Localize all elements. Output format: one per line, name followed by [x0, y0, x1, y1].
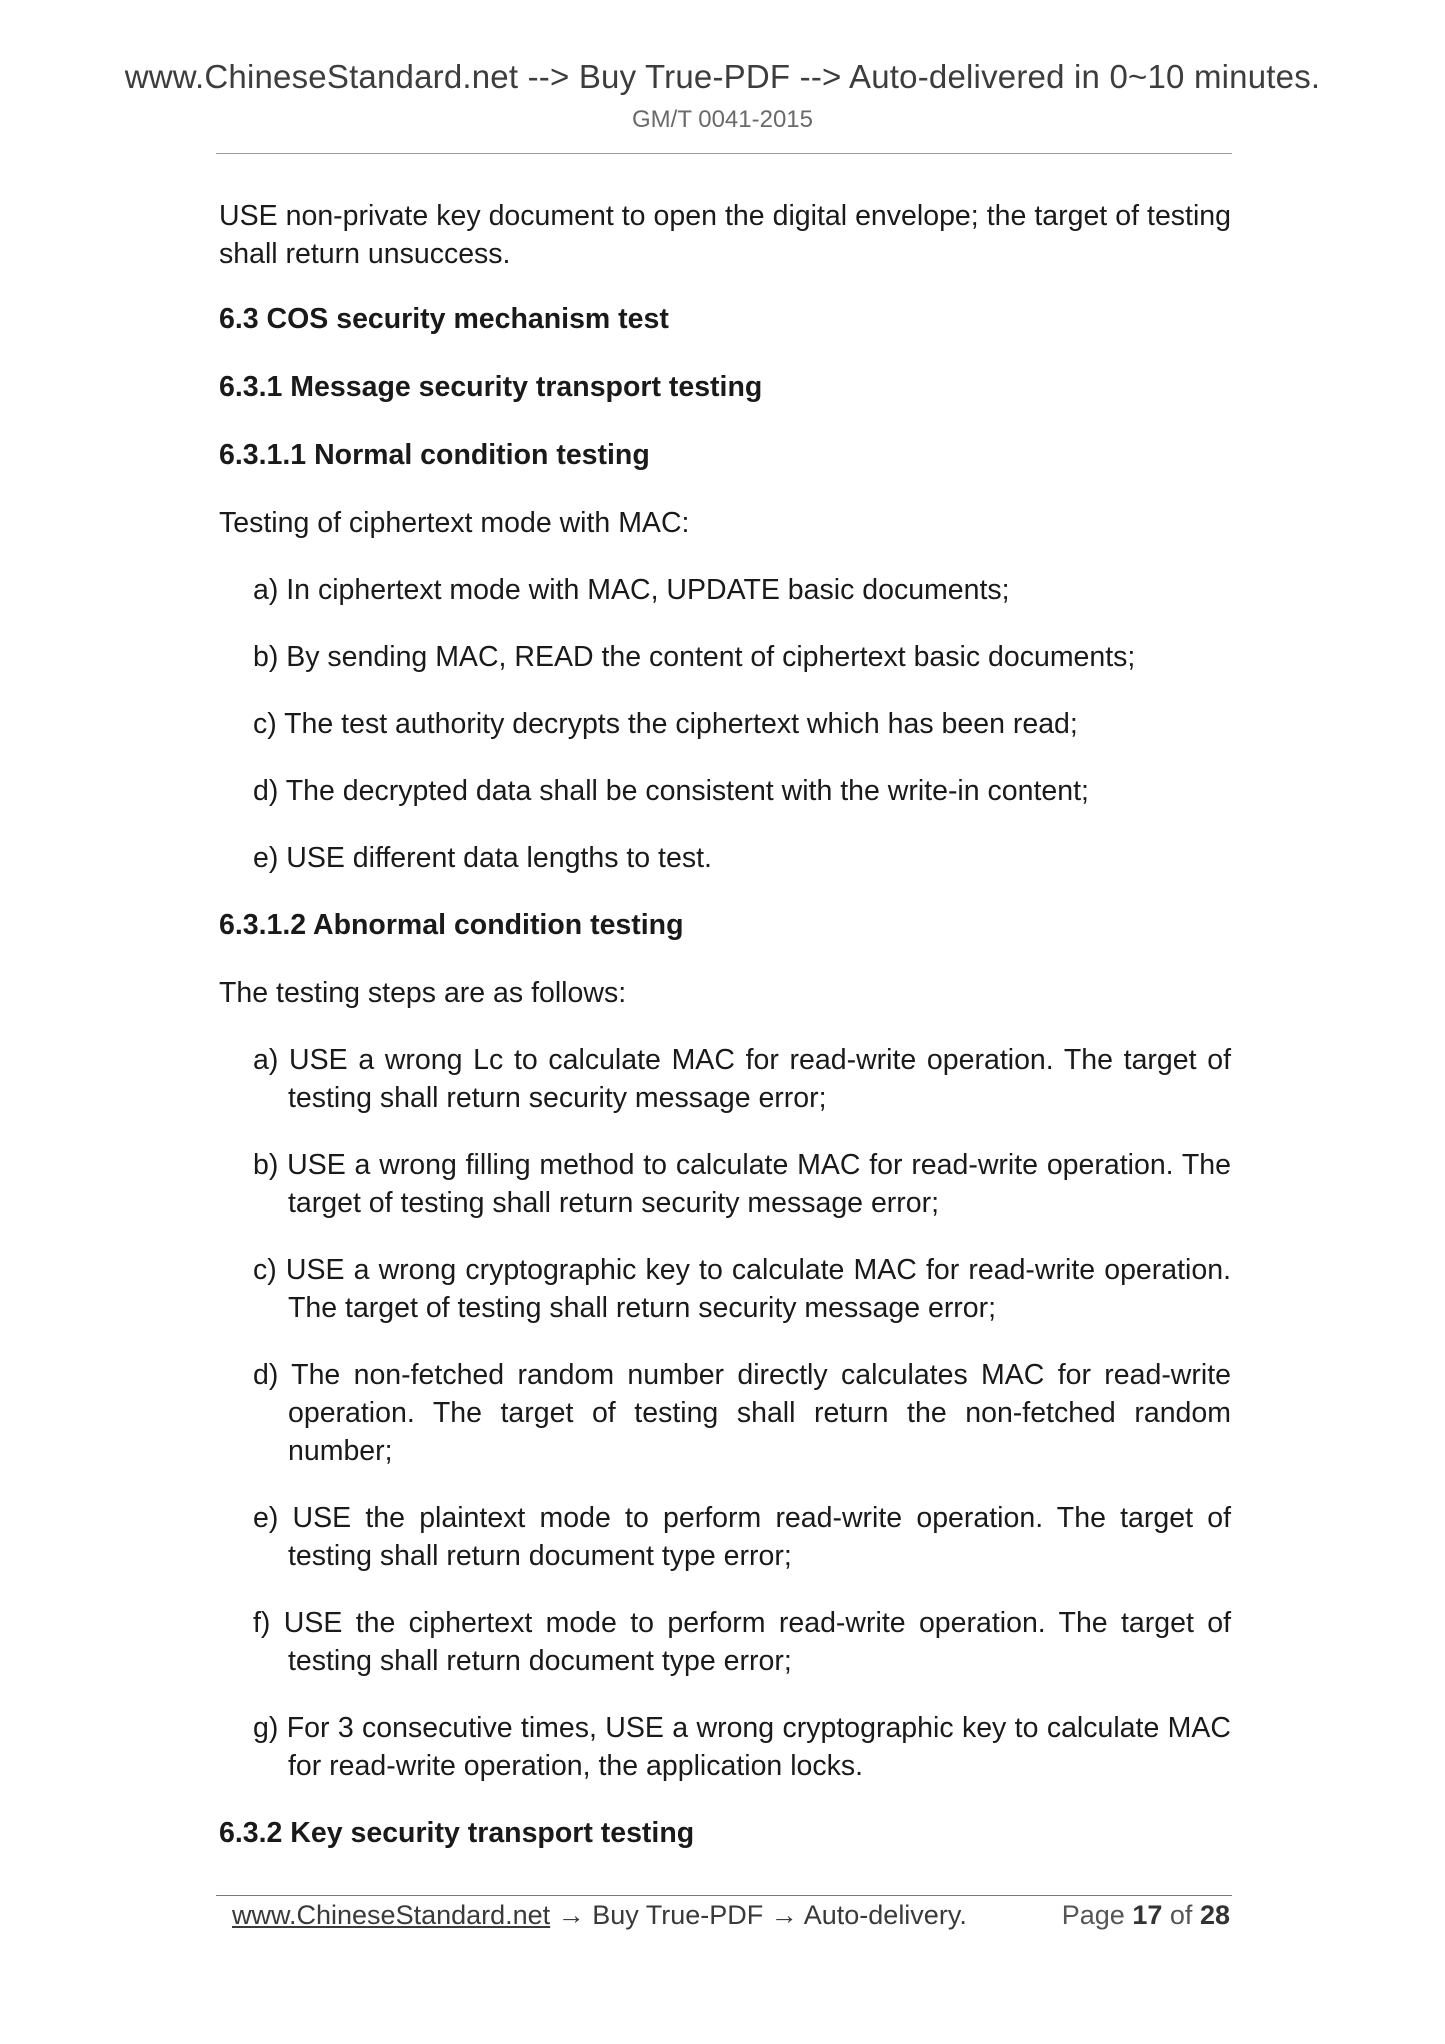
list-item: c) USE a wrong cryptographic key to calculate MAC for read-write operation. The target of testing shall return security message error;	[253, 1254, 1231, 1324]
list-item: e) USE the plaintext mode to perform read-write operation. The target of testing shall return document type error;	[253, 1502, 1231, 1572]
list-item: e) USE different data lengths to test.	[253, 842, 712, 874]
page-indicator	[1062, 1900, 1230, 1931]
current-page-number: 17	[1132, 1900, 1163, 1930]
intro-paragraph: USE non-private key document to open the digital envelope; the target of testing shall return unsuccess.	[219, 200, 1231, 270]
page-label: Page	[1061, 1900, 1125, 1930]
section-heading-6-3: 6.3 COS security mechanism test	[219, 303, 669, 335]
footer-site-link[interactable]: www.ChineseStandard.net	[232, 1900, 551, 1930]
section-heading-6-3-2: 6.3.2 Key security transport testing	[219, 1817, 695, 1849]
document-id: GM/T 0041-2015	[632, 106, 813, 133]
footer-divider	[216, 1895, 1232, 1896]
total-pages-number: 28	[1199, 1900, 1230, 1930]
page-content	[219, 197, 1231, 1882]
list-item: a) USE a wrong Lc to calculate MAC for read-write operation. The target of testing shall return security message error;	[253, 1044, 1231, 1114]
list-item: c) The test authority decrypts the ciphertext which has been read;	[253, 708, 1078, 740]
of-label: of	[1169, 1900, 1193, 1930]
list-item: b) USE a wrong filling method to calculate MAC for read-write operation. The target of testing shall return security message error;	[253, 1149, 1231, 1219]
list-item: a) In ciphertext mode with MAC, UPDATE basic documents;	[253, 574, 1010, 606]
abnormal-testing-lead: The testing steps are as follows:	[219, 977, 627, 1009]
header-divider	[216, 153, 1232, 154]
header-banner: www.ChineseStandard.net --> Buy True-PDF --> Auto-delivered in 0~10 minutes.	[124, 58, 1321, 95]
section-heading-6-3-1: 6.3.1 Message security transport testing	[219, 371, 763, 403]
list-item: g) For 3 consecutive times, USE a wrong cryptographic key to calculate MAC for read-write operation, the application locks.	[253, 1712, 1231, 1782]
list-item: d) The decrypted data shall be consistent with the write-in content;	[253, 775, 1089, 807]
footer-promo-text: → Buy True-PDF → Auto-delivery.	[550, 1900, 967, 1930]
normal-testing-lead: Testing of ciphertext mode with MAC:	[219, 507, 690, 539]
section-heading-6-3-1-2: 6.3.1.2 Abnormal condition testing	[219, 909, 684, 941]
footer-promo	[232, 1900, 967, 1931]
list-item: d) The non-fetched random number directly calculates MAC for read-write operation. The target of testing shall return the non-fetched random number;	[253, 1359, 1231, 1467]
list-item: f) USE the ciphertext mode to perform read-write operation. The target of testing shall return document type error;	[253, 1607, 1231, 1677]
list-item: b) By sending MAC, READ the content of ciphertext basic documents;	[253, 641, 1136, 673]
section-heading-6-3-1-1: 6.3.1.1 Normal condition testing	[219, 439, 650, 471]
